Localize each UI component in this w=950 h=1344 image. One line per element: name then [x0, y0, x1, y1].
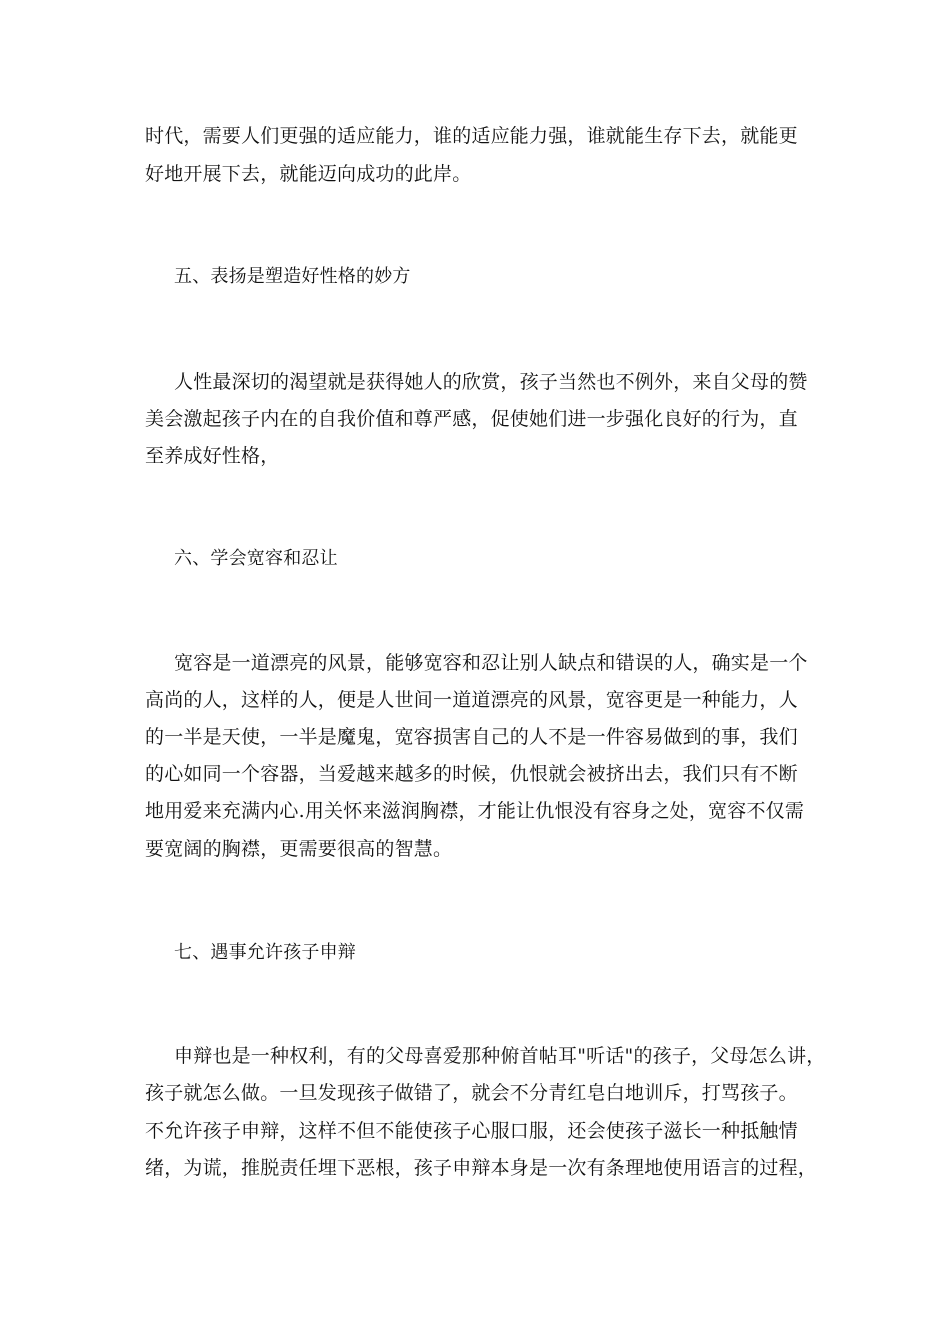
section-heading-7: 七、遇事允许孩子申辩 [174, 942, 356, 963]
paragraph-6-line-5: 地用爱来充满内心.用关怀来滋润胸襟，才能让仇恨没有容身之处，宽容不仅需 [145, 800, 805, 822]
paragraph-6-line-4: 的心如同一个容器，当爱越来越多的时候，仇恨就会被挤出去，我们只有不断 [145, 763, 798, 785]
paragraph-5-line-3: 至养成好性格， [145, 445, 280, 467]
paragraph-6-line-3: 的一半是天使，一半是魔鬼，宽容损害自己的人不是一件容易做到的事，我们 [145, 726, 798, 748]
paragraph-intro-line-2: 好地开展下去，就能迈向成功的此岸。 [145, 163, 472, 185]
paragraph-5-line-2: 美会激起孩子内在的自我价值和尊严感，促使她们进一步强化良好的行为，直 [145, 408, 798, 430]
paragraph-6-line-2: 高尚的人，这样的人，便是人世间一道道漂亮的风景，宽容更是一种能力，人 [145, 689, 798, 711]
paragraph-7-line-4: 绪，为谎，推脱责任埋下恶根，孩子申辩本身是一次有条理地使用语言的过程， [145, 1157, 818, 1179]
paragraph-6-line-6: 要宽阔的胸襟，更需要很高的智慧。 [145, 838, 453, 860]
paragraph-7-line-3: 不允许孩子申辩，这样不但不能使孩子心服口服，还会使孩子滋长一种抵触情 [145, 1120, 798, 1142]
paragraph-7-line-2: 孩子就怎么做。一旦发现孩子做错了，就会不分青红皂白地训斥，打骂孩子。 [145, 1082, 798, 1104]
paragraph-7-line-1: 申辩也是一种权利，有的父母喜爱那种俯首帖耳"听话"的孩子，父母怎么讲， [174, 1045, 826, 1067]
paragraph-intro-line-1: 时代，需要人们更强的适应能力，谁的适应能力强，谁就能生存下去，就能更 [145, 125, 798, 147]
paragraph-6-line-1: 宽容是一道漂亮的风景，能够宽容和忍让别人缺点和错误的人，确实是一个 [174, 652, 808, 674]
section-heading-5: 五、表扬是塑造好性格的妙方 [174, 266, 411, 287]
paragraph-5-line-1: 人性最深切的渴望就是获得她人的欣赏，孩子当然也不例外，来自父母的赞 [174, 371, 808, 393]
section-heading-6: 六、学会宽容和忍让 [174, 548, 338, 569]
